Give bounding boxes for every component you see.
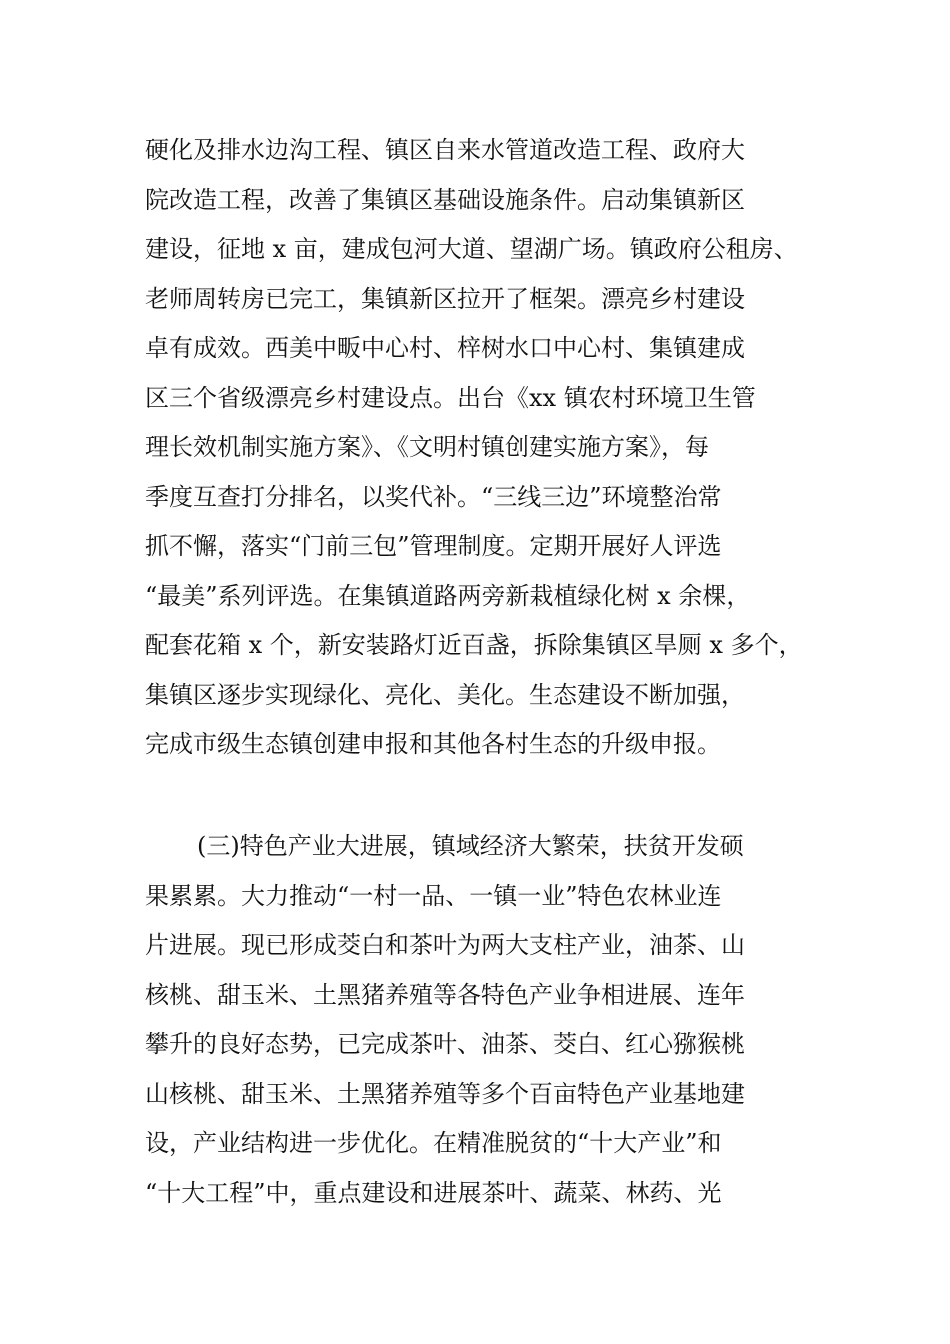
text-line: 片进展。现已形成茭白和茶叶为两大支柱产业，油茶、山	[145, 931, 745, 959]
text-line: 完成市级生态镇创建申报和其他各村生态的升级申报。	[145, 730, 721, 758]
text-line: “十大工程”中，重点建设和进展茶叶、蔬菜、林药、光	[145, 1178, 722, 1207]
text-line: 山核桃、甜玉米、土黑猪养殖等多个百亩特色产业基地建	[145, 1079, 745, 1108]
text-line: 设，产业结构进一步优化。在精准脱贫的“十大产业”和	[145, 1129, 722, 1157]
text-line: 核桃、甜玉米、土黑猪养殖等各特色产业争相进展、连年	[145, 980, 745, 1009]
text-line: 攀升的良好态势，已完成茶叶、油茶、茭白、红心猕猴桃	[145, 1030, 745, 1058]
text-line: 卓有成效。西美中畈中心村、梓树水口中心村、集镇建成	[145, 334, 745, 362]
text-line: 建设，征地 x 亩，建成包河大道、望湖广场。镇政府公租房、	[145, 235, 798, 263]
text-line: 抓不懈，落实“门前三包”管理制度。定期开展好人评选	[145, 532, 722, 560]
text-line: 配套花箱 x 个，新安装路灯近百盏，拆除集镇区旱厕 x 多个，	[145, 631, 803, 659]
text-line: 硬化及排水边沟工程、镇区自来水管道改造工程、政府大	[145, 136, 745, 164]
paragraph-industry	[145, 822, 745, 1218]
text-line: 老师周转房已完工，集镇新区拉开了框架。漂亮乡村建设	[145, 284, 745, 313]
text-line: 区三个省级漂亮乡村建设点。出台《xx 镇农村环境卫生管	[145, 383, 756, 412]
text-line: 果累累。大力推动“一村一品、一镇一业”特色农林业连	[145, 881, 722, 910]
text-line: “最美”系列评选。在集镇道路两旁新栽植绿化树 x 余棵，	[145, 581, 751, 610]
paragraph-infrastructure	[145, 126, 803, 770]
text-line: 季度互查打分排名，以奖代补。“三线三边”环境整治常	[145, 482, 722, 511]
text-line: 院改造工程，改善了集镇区基础设施条件。启动集镇新区	[145, 185, 745, 214]
text-line: 集镇区逐步实现绿化、亮化、美化。生态建设不断加强，	[145, 680, 745, 709]
text-line: (三)特色产业大进展，镇域经济大繁荣，扶贫开发硕	[197, 832, 744, 860]
text-line: 理长效机制实施方案》、《文明村镇创建实施方案》，每	[145, 433, 709, 461]
